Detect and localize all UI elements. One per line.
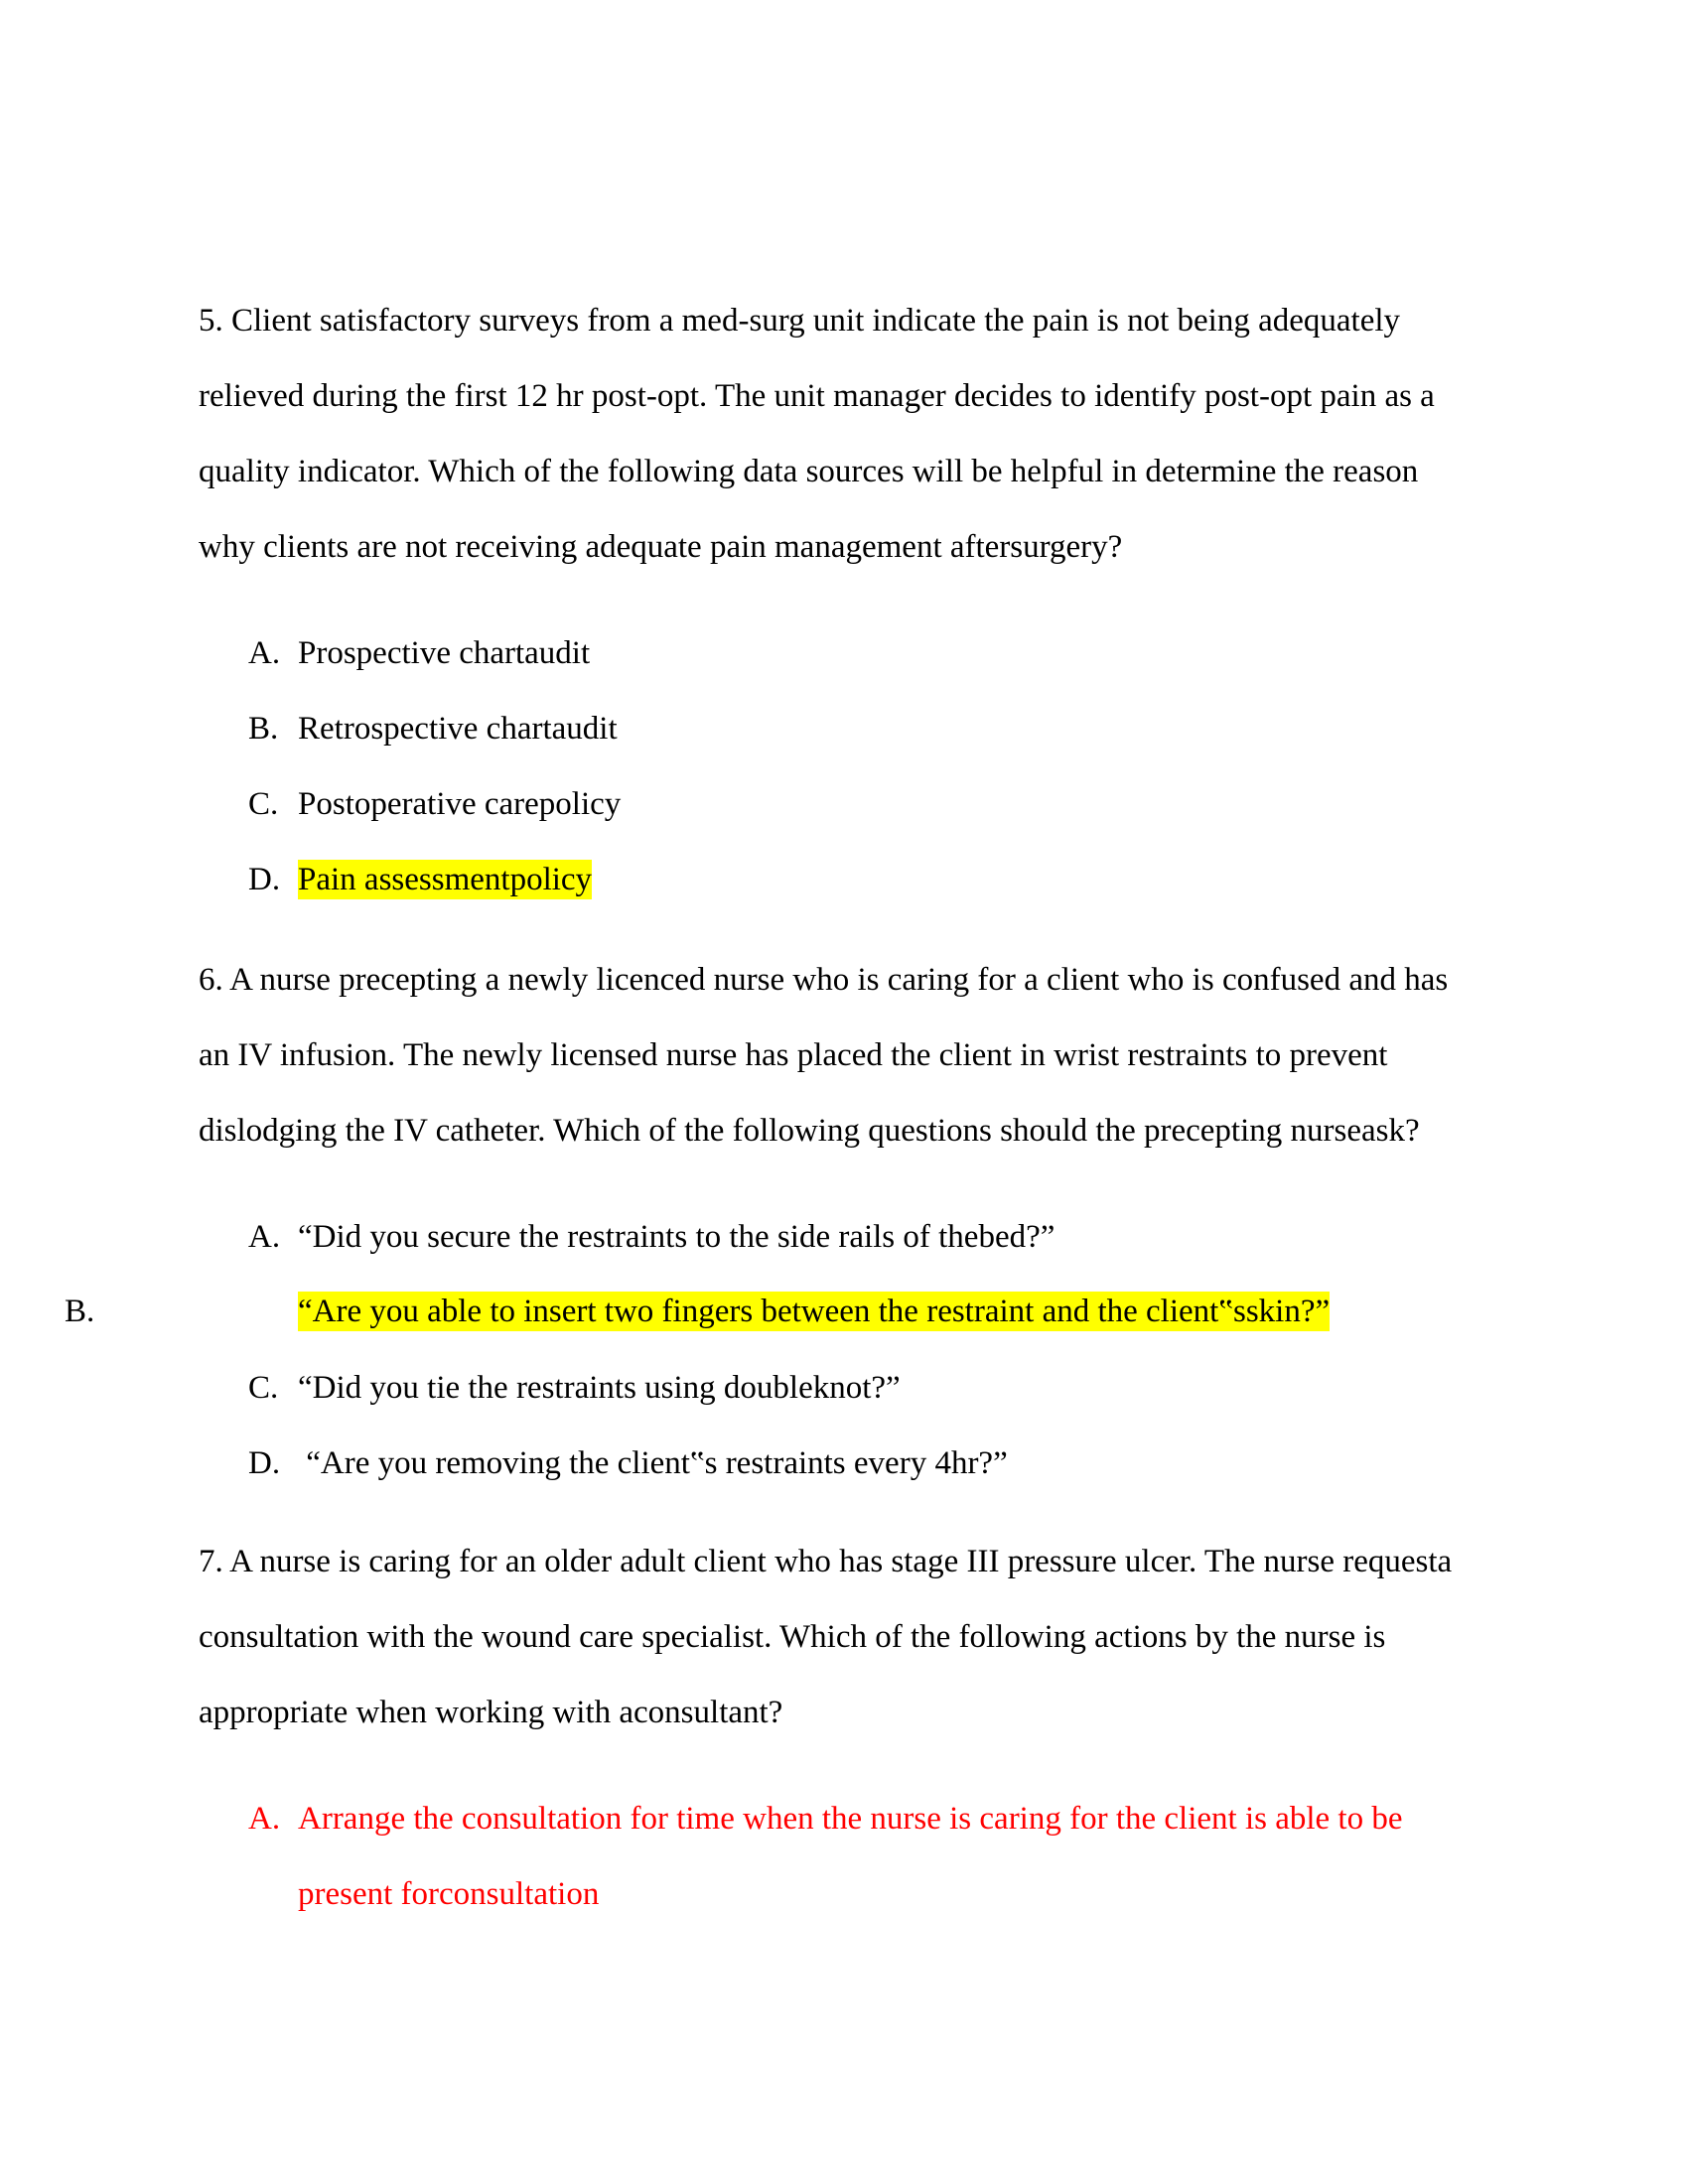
option-letter: B. <box>65 1294 95 1329</box>
option-text: “Did you secure the restraints to the side rails of thebed?” <box>298 1219 1055 1255</box>
question-6-line-1: 6. A nurse precepting a newly licenced nurse who is caring for a client who is confused and has <box>199 962 1449 998</box>
question-6-line-2: an IV infusion. The newly licensed nurse has placed the client in wrist restraints to prevent <box>199 1037 1388 1073</box>
highlighted-answer: “Are you able to insert two fingers between the restraint and the client‟sskin?” <box>298 1294 1331 1329</box>
option-letter: C. <box>248 1370 279 1406</box>
option-text: Retrospective chartaudit <box>298 711 618 747</box>
option-letter: A. <box>248 1801 281 1837</box>
option-letter: C. <box>248 786 279 822</box>
question-5-line-3: quality indicator. Which of the following data sources will be helpful in determine the reason <box>199 454 1419 489</box>
option-text: Postoperative carepolicy <box>298 786 622 822</box>
question-5-line-2: relieved during the first 12 hr post-opt. The unit manager decides to identify post-opt pain as a <box>199 378 1435 414</box>
question-5-line-1: 5. Client satisfactory surveys from a med-surg unit indicate the pain is not being adequately <box>199 303 1401 339</box>
question-7-line-3: appropriate when working with aconsultant? <box>199 1695 783 1730</box>
option-text: “Are you removing the client‟s restraints every 4hr?” <box>298 1445 1008 1481</box>
option-letter: A. <box>248 635 281 671</box>
option-letter: D. <box>248 1445 281 1481</box>
option-letter: D. <box>248 862 281 897</box>
option-letter: A. <box>248 1219 281 1255</box>
question-7-line-2: consultation with the wound care specialist. Which of the following actions by the nurse is <box>199 1619 1386 1655</box>
highlighted-answer: Pain assessmentpolicy <box>298 862 593 897</box>
option-text: “Did you tie the restraints using doubleknot?” <box>298 1370 901 1406</box>
option-letter: B. <box>248 711 279 747</box>
question-6-line-3: dislodging the IV catheter. Which of the following questions should the precepting nurseask? <box>199 1113 1420 1149</box>
option-text: Prospective chartaudit <box>298 635 591 671</box>
question-7-line-1: 7. A nurse is caring for an older adult client who has stage III pressure ulcer. The nurse requesta <box>199 1544 1453 1579</box>
question-5-line-4: why clients are not receiving adequate pain management aftersurgery? <box>199 529 1123 565</box>
answer-text-line-2: present forconsultation <box>298 1876 600 1912</box>
answer-text-line-1: Arrange the consultation for time when the nurse is caring for the client is able to be <box>298 1801 1403 1837</box>
